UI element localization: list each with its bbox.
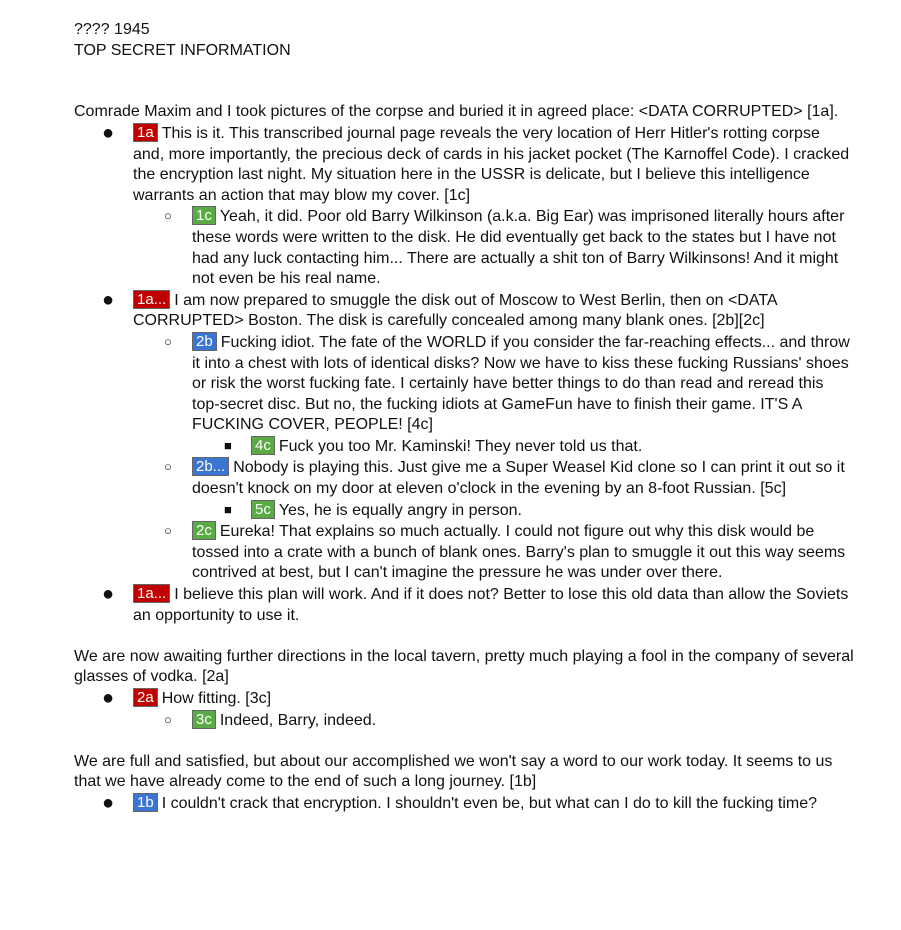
journal-paragraph-3: We are full and satisfied, but about our accomplished we won't say a word to our work today. It seems to us that we have already come to the end of such a long journey. [1b] <box>74 752 833 791</box>
annotation-tag: 2c <box>192 521 216 540</box>
spacer <box>74 82 854 103</box>
annotation-2b <box>74 332 854 436</box>
annotation-1a-continued <box>74 290 854 332</box>
annotation-tag: 1a... <box>133 584 170 603</box>
bullet-circle-icon: ○ <box>164 459 172 475</box>
annotation-text: How fitting. [3c] <box>161 690 272 707</box>
annotation-text: Fucking idiot. The fate of the WORLD if you consider the far-reaching effects... and throw it into a chest with lots of identical disks? Now we have to kiss these fucking Russians' shoes or risk the worst fucking fate. I certainly have better things to do than read and reread this top-secret disc. But no, the fucking idiots at GameFun have to finish their game. IT'S A FUCKING COVER, PEOPLE! [4c] <box>192 333 850 434</box>
annotation-tag: 5c <box>251 500 275 519</box>
annotation-2b-continued <box>74 457 854 499</box>
annotation-5c <box>74 500 854 522</box>
bullet-disc-icon: ● <box>102 791 115 814</box>
bullet-circle-icon: ○ <box>164 711 172 727</box>
annotation-text: I couldn't crack that encryption. I shouldn't even be, but what can I do to kill the fucking time? <box>161 794 818 812</box>
spacer <box>74 626 854 647</box>
annotation-tag: 2a <box>133 688 158 707</box>
annotation-text: Nobody is playing this. Just give me a Super Weasel Kid clone so I can print it out so it doesn't knock on my door at eleven o'clock in the evening by an 8-foot Russian. [5c] <box>192 459 845 498</box>
bullet-square-icon: ■ <box>224 501 232 517</box>
bullet-disc-icon: ● <box>102 687 115 709</box>
document-classification: TOP SECRET INFORMATION <box>74 41 291 59</box>
spacer <box>74 61 854 82</box>
annotation-text: This is it. This transcribed journal page reveals the very location of Herr Hitler's rotting corpse and, more importantly, the precious deck of cards in his jacket pocket (The Karnoffel Code). I cracked the encryption last night. My situation here in the USSR is delicate, but I believe this intelligence warrants an action that may blow my cover. [1c] <box>133 124 850 204</box>
annotation-text: Yes, he is equally angry in person. <box>278 501 522 519</box>
annotation-tag: 3c <box>192 710 216 729</box>
annotation-2a <box>74 688 854 710</box>
annotation-tag: 1a <box>133 123 158 142</box>
journal-paragraph-2: We are now awaiting further directions in the local tavern, pretty much playing a fool in the company of several glasses of vodka. [2a] <box>74 647 854 686</box>
document-page <box>74 20 854 815</box>
annotation-text: Eureka! That explains so much actually. I could not figure out why this disk would be tossed into a crate with a bunch of blank ones. Barry's plan to smuggle it out this way seems contrived at best, but I can't imagine the pressure he was under over there. <box>192 523 846 582</box>
bullet-square-icon: ■ <box>224 437 232 453</box>
annotation-tag: 4c <box>251 436 275 455</box>
annotation-tag: 1b <box>133 793 158 812</box>
annotation-text: I am now prepared to smuggle the disk out of Moscow to West Berlin, then on <DATA CORRUPTED> Boston. The disk is carefully concealed among many blank ones. [2b][2c] <box>133 291 777 330</box>
bullet-circle-icon: ○ <box>164 208 172 224</box>
annotation-tag: 2b... <box>192 457 229 476</box>
annotation-2c <box>74 521 854 584</box>
bullet-circle-icon: ○ <box>164 523 172 539</box>
annotation-tag: 1c <box>192 206 216 225</box>
bullet-disc-icon: ● <box>102 121 115 144</box>
annotation-4c <box>74 436 854 458</box>
document-date: ???? 1945 <box>74 21 150 38</box>
annotation-text: I believe this plan will work. And if it does not? Better to lose this old data than allow the Soviets an opportunity to use it. <box>133 586 849 624</box>
annotation-1a-final <box>74 584 854 626</box>
annotation-tag: 1a... <box>133 290 170 309</box>
bullet-disc-icon: ● <box>102 288 115 311</box>
journal-paragraph-1: Comrade Maxim and I took pictures of the corpse and buried it in agreed place: <DATA CORRUPTED> [1a]. <box>74 103 839 121</box>
annotation-1a <box>74 123 854 206</box>
annotation-3c <box>74 710 854 732</box>
bullet-circle-icon: ○ <box>164 333 172 349</box>
annotation-text: Yeah, it did. Poor old Barry Wilkinson (a.k.a. Big Ear) was imprisoned literally hours after these words were written to the disk. He did eventually get back to the states but I have not had any luck contacting him... There are actually a shit ton of Barry Wilkinsons! And it might not even be his real name. <box>192 208 845 288</box>
annotation-text: Indeed, Barry, indeed. <box>219 711 377 729</box>
bullet-disc-icon: ● <box>102 583 115 606</box>
annotation-1b <box>74 793 854 815</box>
annotation-tag: 2b <box>192 332 217 351</box>
spacer <box>74 731 854 752</box>
annotation-text: Fuck you too Mr. Kaminski! They never told us that. <box>278 437 643 455</box>
annotation-1c <box>74 206 854 289</box>
